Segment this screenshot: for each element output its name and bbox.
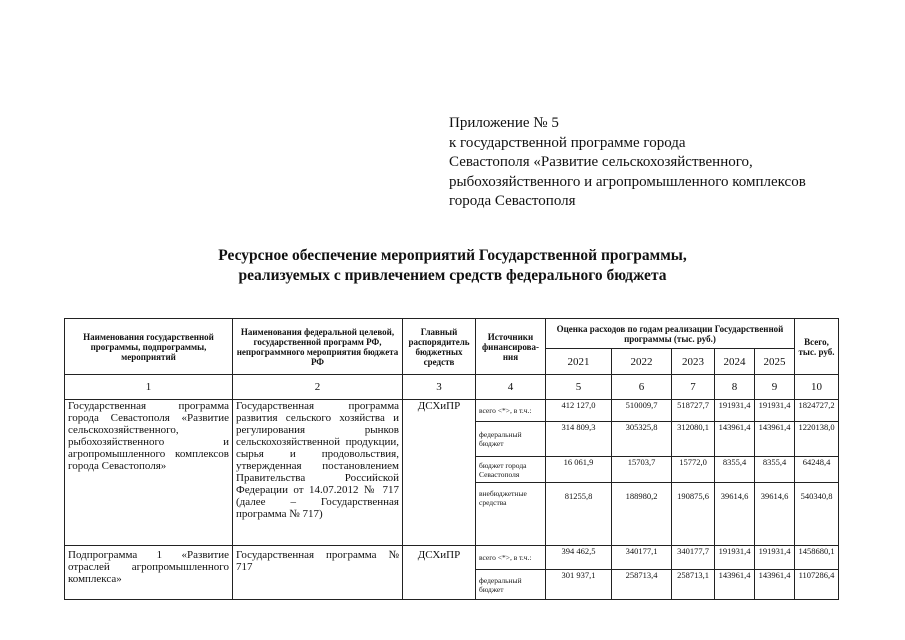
header-executor: Главный распорядитель бюджетных средств	[403, 319, 476, 375]
value-cell: 191931,4	[755, 546, 795, 570]
source-cell: внебюджетные средства	[476, 483, 546, 546]
appendix-line: Севастополя «Развитие сельскохозяйственного,	[449, 154, 753, 170]
value-cell: 143961,4	[755, 570, 795, 600]
column-number: 7	[672, 375, 715, 400]
value-cell: 305325,8	[612, 422, 672, 457]
value-cell: 340177,1	[612, 546, 672, 570]
title-line-1: Ресурсное обеспечение мероприятий Государственной программы,	[218, 247, 687, 264]
source-cell: федеральный бюджет	[476, 422, 546, 457]
header-year: 2022	[612, 349, 672, 375]
executor-cell: ДСХиПР	[403, 546, 476, 600]
value-cell: 8355,4	[715, 457, 755, 483]
value-cell: 191931,4	[755, 400, 795, 422]
value-cell: 412 127,0	[546, 400, 612, 422]
value-cell: 510009,7	[612, 400, 672, 422]
value-cell: 16 061,9	[546, 457, 612, 483]
header-sources: Источники финансирова-ния	[476, 319, 546, 375]
header-year: 2024	[715, 349, 755, 375]
program-name-cell: Государственная программа города Севастополя «Развитие сельскохозяйственного, рыбохозяйственного и агропромышленного комплексов города Севастополя»	[65, 400, 233, 546]
appendix-line: города Севастополя	[449, 193, 576, 209]
total-cell: 64248,4	[795, 457, 839, 483]
source-cell: федеральный бюджет	[476, 570, 546, 600]
column-number: 2	[233, 375, 403, 400]
value-cell: 39614,6	[715, 483, 755, 546]
appendix-header	[449, 114, 806, 212]
federal-program-cell: Государственная программа № 717	[233, 546, 403, 600]
total-cell: 1458680,1	[795, 546, 839, 570]
appendix-line: к государственной программе города	[449, 134, 686, 151]
column-number: 3	[403, 375, 476, 400]
header-year: 2021	[546, 349, 612, 375]
total-cell: 1824727,2	[795, 400, 839, 422]
value-cell: 143961,4	[755, 422, 795, 457]
value-cell: 394 462,5	[546, 546, 612, 570]
federal-program-cell: Государственная программа развития сельского хозяйства и регулирования рынков сельскохозяйственной продукции, сырья и продовольствия, утвержденная постановлением Правительства Российской Федерации от 14.07.2012 № 717 (далее – Государственная программа № 717)	[233, 400, 403, 546]
appendix-line: Приложение № 5	[449, 115, 559, 131]
appendix-line: рыбохозяйственного и агропромышленного комплексов	[449, 173, 806, 190]
header-program-name: Наименования государственной программы, подпрограммы, мероприятий	[65, 319, 233, 375]
column-number: 9	[755, 375, 795, 400]
header-year: 2023	[672, 349, 715, 375]
value-cell: 188980,2	[612, 483, 672, 546]
value-cell: 340177,7	[672, 546, 715, 570]
value-cell: 258713,1	[672, 570, 715, 600]
column-number: 4	[476, 375, 546, 400]
column-number: 6	[612, 375, 672, 400]
header-federal-program: Наименования федеральной целевой, государственной программ РФ, непрограммного мероприятия бюджета РФ	[233, 319, 403, 375]
value-cell: 312080,1	[672, 422, 715, 457]
source-cell: бюджет города Севастополя	[476, 457, 546, 483]
source-cell: всего <*>, в т.ч.:	[476, 400, 546, 422]
column-number: 8	[715, 375, 755, 400]
value-cell: 258713,4	[612, 570, 672, 600]
value-cell: 190875,6	[672, 483, 715, 546]
value-cell: 39614,6	[755, 483, 795, 546]
program-name-cell: Подпрограмма 1 «Развитие отраслей агропромышленного комплекса»	[65, 546, 233, 600]
value-cell: 191931,4	[715, 546, 755, 570]
value-cell: 15772,0	[672, 457, 715, 483]
value-cell: 518727,7	[672, 400, 715, 422]
value-cell: 8355,4	[755, 457, 795, 483]
value-cell: 191931,4	[715, 400, 755, 422]
total-cell: 540340,8	[795, 483, 839, 546]
column-number: 5	[546, 375, 612, 400]
title-line-2: реализуемых с привлечением средств федерального бюджета	[238, 267, 667, 284]
table-row	[65, 400, 839, 422]
value-cell: 15703,7	[612, 457, 672, 483]
value-cell: 314 809,3	[546, 422, 612, 457]
value-cell: 301 937,1	[546, 570, 612, 600]
header-year: 2025	[755, 349, 795, 375]
table-row	[65, 546, 839, 570]
column-number: 1	[65, 375, 233, 400]
total-cell: 1107286,4	[795, 570, 839, 600]
value-cell: 143961,4	[715, 570, 755, 600]
value-cell: 143961,4	[715, 422, 755, 457]
header-estimate: Оценка расходов по годам реализации Государственной программы (тыс. руб.)	[546, 319, 795, 349]
header-total: Всего, тыс. руб.	[795, 319, 839, 375]
column-number: 10	[795, 375, 839, 400]
executor-cell: ДСХиПР	[403, 400, 476, 546]
total-cell: 1220138,0	[795, 422, 839, 457]
resource-table	[64, 318, 839, 600]
document-title	[0, 246, 905, 286]
source-cell: всего <*>, в т.ч.:	[476, 546, 546, 570]
value-cell: 81255,8	[546, 483, 612, 546]
